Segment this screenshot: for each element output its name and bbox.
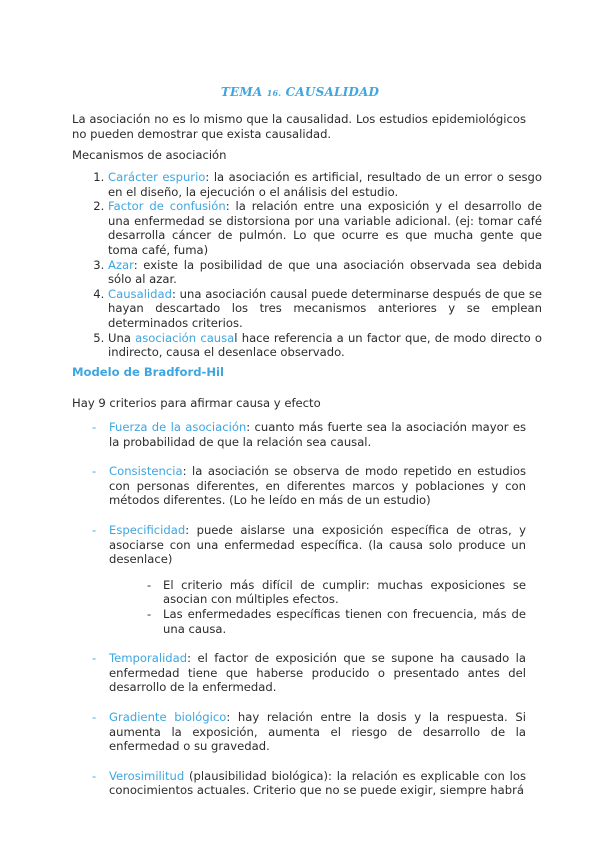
mechanism-item: 1. Carácter espurio: la asociación es artificial, resultado de un error o sesgo en el diseño, la ejecución o el análisis del estudio. bbox=[108, 170, 542, 199]
criterion-item: - Consistencia: la asociación se observa de modo repetido en estudios con personas diferentes, en diferentes marcos y poblaciones y con métodos diferentes. (Lo he leído en más de un estudio) bbox=[92, 464, 526, 508]
specificity-note: - El criterio más difícil de cumplir: muchas exposiciones se asocian con múltiples efectos. bbox=[147, 578, 526, 607]
criterion-item: - Fuerza de la asociación: cuanto más fuerte sea la asociación mayor es la probabilidad de que la relación sea causal. bbox=[92, 420, 526, 449]
criterion-term: Fuerza de la asociación bbox=[109, 420, 247, 434]
criterion-term: Temporalidad bbox=[109, 651, 188, 666]
mechanism-term: Factor de confusión bbox=[108, 199, 226, 214]
mechanisms-heading: Mecanismos de asociación bbox=[72, 148, 227, 162]
title-number: 16. bbox=[266, 88, 282, 98]
mechanism-item: 5. Una asociación causal hace referencia a un factor que, de modo directo o indirecto, causa el desenlace observado. bbox=[108, 331, 542, 360]
mechanism-item: 4. Causalidad: una asociación causal puede determinarse después de que se hayan descartado los tres mecanismos anteriores y se emplean determinados criterios. bbox=[108, 287, 542, 331]
specificity-note: - Las enfermedades específicas tienen con frecuencia, más de una causa. bbox=[147, 607, 526, 636]
title-main: TEMA bbox=[220, 85, 263, 99]
mechanism-term: asociación causa bbox=[135, 330, 235, 345]
mechanism-term: Carácter espurio bbox=[108, 170, 206, 184]
criterion-term: Especificidad bbox=[109, 522, 186, 537]
mechanism-item: 3. Azar: existe la posibilidad de que una asociación observada sea debida sólo al azar. bbox=[108, 258, 542, 287]
mechanism-term: Causalidad bbox=[108, 286, 172, 301]
criterion-term: Consistencia bbox=[109, 464, 183, 479]
title-rest: CAUSALIDAD bbox=[285, 85, 380, 99]
model-heading: Modelo de Bradford-Hil bbox=[72, 365, 225, 379]
mechanism-term: Azar bbox=[108, 257, 134, 272]
criteria-intro: Hay 9 criterios para afirmar causa y efecto bbox=[72, 396, 321, 410]
specificity-notes bbox=[109, 578, 526, 636]
intro-paragraph: La asociación no es lo mismo que la causalidad. Los estudios epidemiológicos no pueden demostrar que exista causalidad. bbox=[72, 112, 526, 141]
criteria-list bbox=[92, 420, 526, 813]
criterion-term: Verosimilitud bbox=[109, 768, 185, 783]
document-title bbox=[0, 85, 600, 99]
criterion-item: - Temporalidad: el factor de exposición que se supone ha causado la enfermedad tiene que haberse producido o presentado antes del desarrollo de la enfermedad. bbox=[92, 651, 526, 695]
mechanisms-list bbox=[92, 170, 542, 360]
criterion-item: - Especificidad: puede aislarse una exposición específica de otras, y asociarse con una enfermedad específica. (la causa solo produce un desenlace) - El criterio más difícil de cumplir: muchas exposiciones se asocian con múltiples efectos. - Las enfermedades específicas tienen con frecuencia, más de una causa. bbox=[92, 523, 526, 636]
mechanism-item: 2. Factor de confusión: la relación entre una exposición y el desarrollo de una enfermedad se distorsiona por una variable adicional. (ej: tomar café desarrolla cáncer de pulmón. Lo que ocurre es que mucha gente que toma café, fuma) bbox=[108, 199, 542, 257]
criterion-item: - Gradiente biológico: hay relación entre la dosis y la respuesta. Si aumenta la exposición, aumenta el riesgo de desarrollo de la enfermedad o su gravedad. bbox=[92, 710, 526, 754]
criterion-item: - Verosimilitud (plausibilidad biológica): la relación es explicable con los conocimientos actuales. Criterio que no se puede exigir, siempre habrá bbox=[92, 769, 526, 798]
criterion-term: Gradiente biológico bbox=[109, 709, 227, 724]
